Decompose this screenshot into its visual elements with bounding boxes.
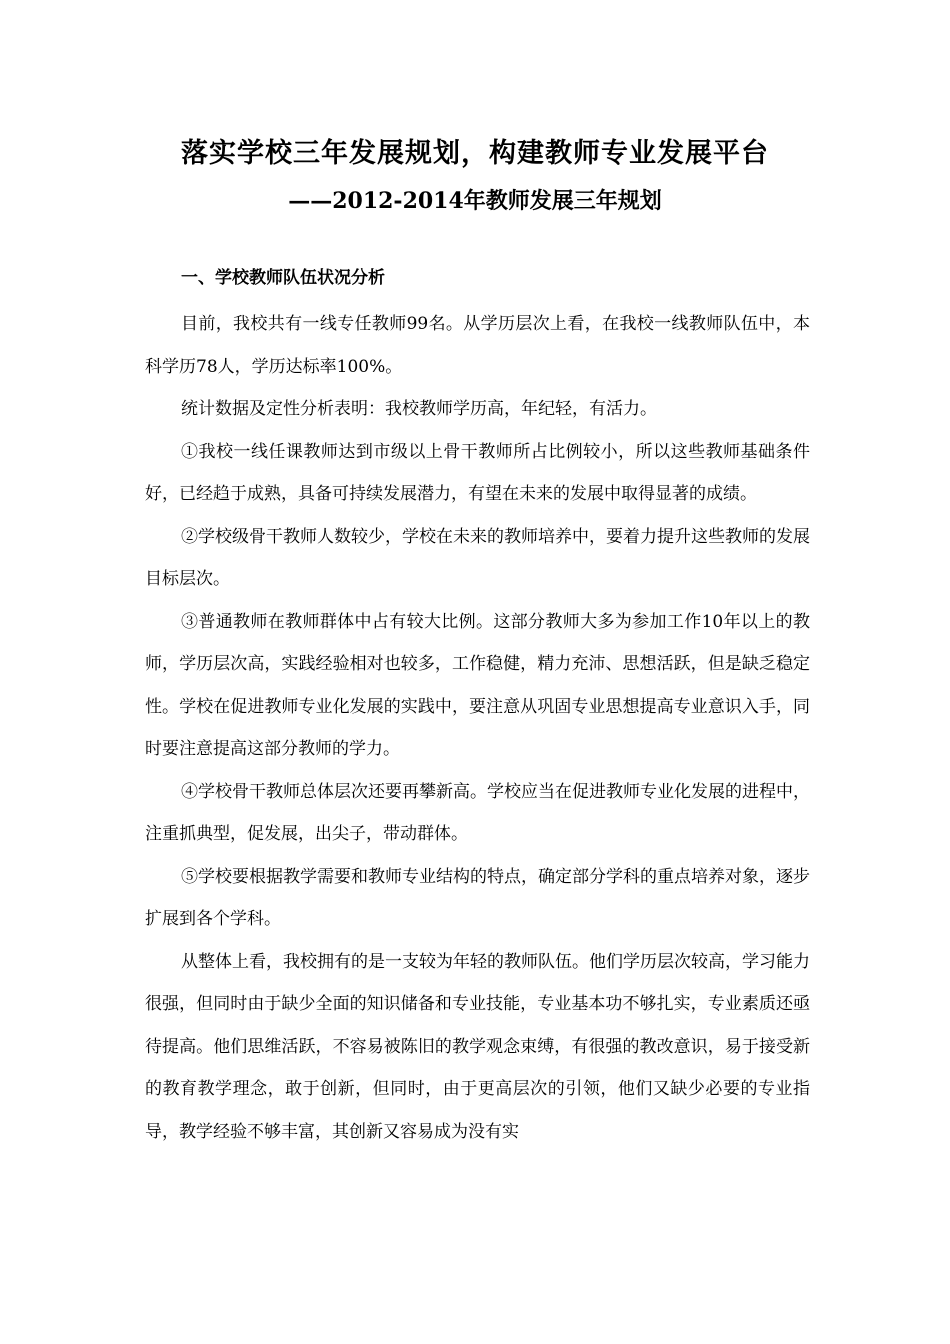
paragraph-overall-assessment: 从整体上看，我校拥有的是一支较为年轻的教师队伍。他们学历层次较高，学习能力很强，但同时由于缺少全面的知识储备和专业技能，专业基本功不够扎实，专业素质还亟待提高。他们思维活跃，不容易被陈旧的教学观念束缚，有很强的教改意识，易于接受新的教育教学理念，敢于创新，但同时，由于更高层次的引领，他们又缺少必要的专业指导，教学经验不够丰富，其创新又容易成为没有实	[145, 951, 810, 1142]
paragraph-point-1: ①我校一线任课教师达到市级以上骨干教师所占比例较小，所以这些教师基础条件好，已经趋于成熟，具备可持续发展潜力，有望在未来的发展中取得显著的成绩。	[145, 441, 810, 504]
paragraph-point-4: ④学校骨干教师总体层次还要再攀新高。学校应当在促进教师专业化发展的进程中，注重抓典型，促发展，出尖子，带动群体。	[145, 781, 810, 844]
paragraph-analysis-summary: 统计数据及定性分析表明：我校教师学历高，年纪轻，有活力。	[181, 399, 657, 419]
document-body	[145, 260, 810, 1153]
paragraph-point-3: ③普通教师在教师群体中占有较大比例。这部分教师大多为参加工作10年以上的教师，学历层次高，实践经验相对也较多，工作稳健，精力充沛、思想活跃，但是缺乏稳定性。学校在促进教师专业化发展的实践中，要注意从巩固专业思想提高专业意识入手，同时要注意提高这部分教师的学力。	[145, 611, 810, 759]
paragraph-point-2: ②学校级骨干教师人数较少，学校在未来的教师培养中，要着力提升这些教师的发展目标层次。	[145, 526, 810, 589]
paragraph-teacher-count: 目前，我校共有一线专任教师99名。从学历层次上看，在我校一线教师队伍中，本科学历78人，学历达标率100%。	[145, 314, 810, 377]
section-heading: 一、学校教师队伍状况分析	[181, 268, 385, 288]
document-title: 落实学校三年发展规划，构建教师专业发展平台	[181, 138, 769, 169]
paragraph-point-5: ⑤学校要根据教学需要和教师专业结构的特点，确定部分学科的重点培养对象，逐步扩展到各个学科。	[145, 866, 810, 929]
document-subtitle: ——2012-2014年教师发展三年规划	[288, 188, 662, 214]
